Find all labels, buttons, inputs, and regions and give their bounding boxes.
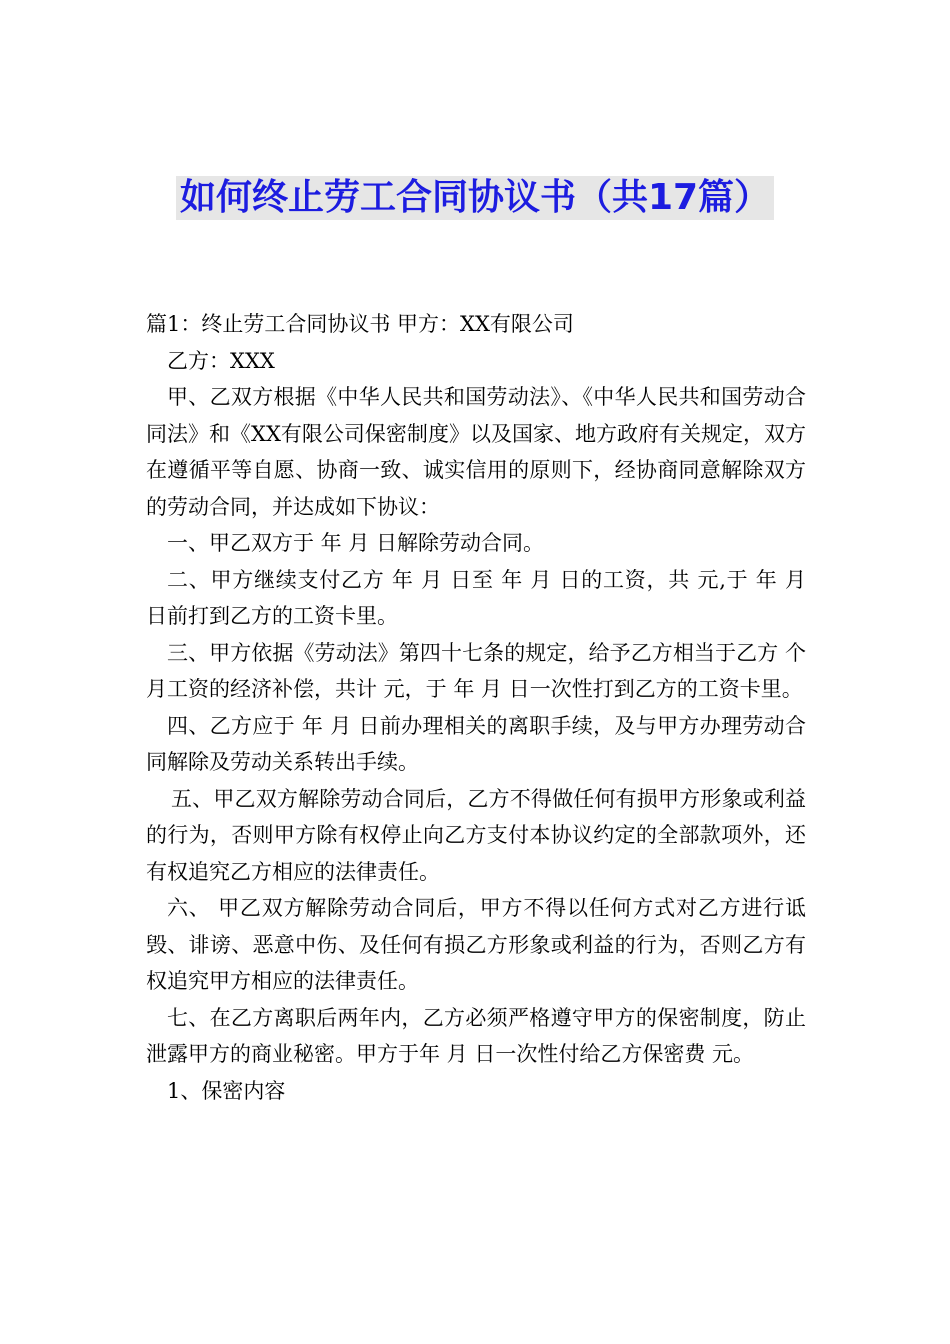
paragraph-clause-2: 二、甲方继续支付乙方 年 月 日至 年 月 日的工资，共 元,于 年 月 日前打到乙方的工资卡里。	[146, 567, 806, 628]
paragraph-header: 篇1：终止劳工合同协议书 甲方：XX有限公司	[146, 312, 574, 336]
paragraph-clause-5: 五、甲乙双方解除劳动合同后，乙方不得做任何有损甲方形象或利益的行为，否则甲方除有权停止向乙方支付本协议约定的全部款项外，还有权追究乙方相应的法律责任。	[146, 786, 806, 884]
document-body	[146, 306, 806, 1109]
paragraph-clause-3: 三、甲方依据《劳动法》第四十七条的规定，给予乙方相当于乙方 个月工资的经济补偿，共计 元，于 年 月 日一次性打到乙方的工资卡里。	[146, 640, 806, 701]
paragraph-party-b: 乙方：XXX	[167, 348, 275, 373]
paragraph-clause-7: 七、在乙方离职后两年内，乙方必须严格遵守甲方的保密制度，防止泄露甲方的商业秘密。甲方于年 月 日一次性付给乙方保密费 元。	[146, 1005, 806, 1066]
paragraph-preamble: 甲、乙双方根据《中华人民共和国劳动法》、《中华人民共和国劳动合同法》和《XX有限公司保密制度》以及国家、地方政府有关规定，双方在遵循平等自愿、协商一致、诚实信用的原则下，经协商同意解除双方的劳动合同，并达成如下协议：	[146, 385, 806, 519]
paragraph-clause-1: 一、甲乙双方于 年 月 日解除劳动合同。	[167, 531, 545, 555]
paragraph-sub-1: 1、保密内容	[167, 1078, 286, 1103]
title-container	[0, 176, 950, 220]
paragraph-clause-6: 六、 甲乙双方解除劳动合同后，甲方不得以任何方式对乙方进行诋毁、诽谤、恶意中伤、及任何有损乙方形象或利益的行为，否则乙方有权追究甲方相应的法律责任。	[146, 896, 806, 993]
paragraph-clause-4: 四、乙方应于 年 月 日前办理相关的离职手续，及与甲方办理劳动合同解除及劳动关系转出手续。	[146, 713, 806, 774]
document-title: 如何终止劳工合同协议书（共17篇）	[176, 176, 774, 220]
